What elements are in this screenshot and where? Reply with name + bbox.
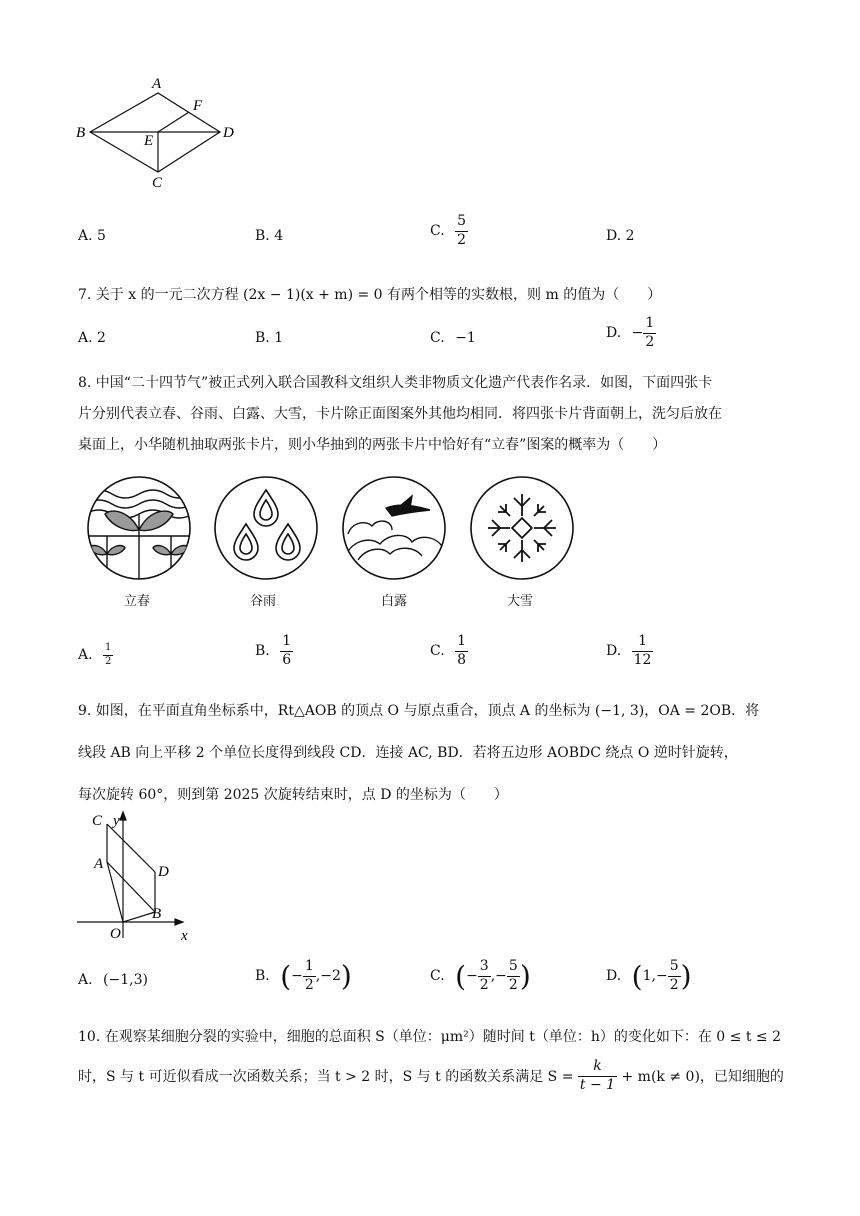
card-daxue-label: 大雪: [507, 593, 534, 608]
q6-option-c: C. $\frac{5}{2}$: [430, 213, 467, 248]
card-bailu-image: [340, 474, 448, 582]
q8-stem-line2: 片分别代表立春、谷雨、白露、大雪，卡片除正面图案外其他均相同．将四张卡片背面朝上，洗匀后放在: [78, 406, 722, 422]
q10-stem-line2: 时，S 与 t 可近似看成一次函数关系；当 t > 2 时，S 与 t 的函数关系满足 S = $\frac{k}{t - 1}$ + m(k ≠ 0)，已知细胞的: [78, 1058, 784, 1093]
card-guyu-image: [212, 474, 320, 582]
q9-stem-line3: 每次旋转 60°，则到第 2025 次旋转结束时，点 D 的坐标为（ ）: [78, 787, 508, 803]
q9-option-d: D. (1,− $\frac{5}{2}$ ): [606, 958, 692, 993]
q9-option-c: C. (− $\frac{3}{2}$ ,− $\frac{5}{2}$ ): [430, 958, 531, 993]
q9-option-b: B. (− $\frac{1}{2}$ ,−2): [255, 958, 352, 993]
q8-option-a: A. $\frac{1}{2}$: [78, 642, 112, 667]
q10-stem-line1: 10. 在观察某细胞分裂的实验中，细胞的总面积 S（单位：μm²）随时间 t（单位：h）的变化如下：在 0 ≤ t ≤ 2: [78, 1029, 781, 1045]
q8-option-c: C. $\frac{1}{8}$: [430, 633, 467, 668]
label-b: B: [76, 125, 86, 141]
q7-option-d: D. − $\frac{1}{2}$: [606, 315, 655, 350]
q7-option-a: A. 2: [78, 330, 106, 346]
card-lichun-label: 立春: [124, 593, 151, 608]
rhombus-figure: [70, 70, 250, 195]
q7-stem: 7. 关于 x 的一元二次方程 (2x − 1)(x + m) = 0 有两个相等的实数根，则 m 的值为（ ）: [78, 287, 662, 303]
q7-option-c: C. −1: [430, 330, 476, 346]
fig9-label-b: B: [152, 906, 162, 922]
q7-option-b: B. 1: [255, 330, 284, 346]
label-c: C: [152, 175, 163, 191]
label-d: D: [223, 125, 234, 141]
label-e: E: [144, 133, 154, 149]
fig9-label-y: y: [113, 813, 120, 829]
fig9-label-x: x: [181, 928, 188, 943]
coordinate-figure: [75, 808, 200, 943]
label-a: A: [152, 76, 162, 92]
q8-option-b: B. $\frac{1}{6}$: [255, 633, 292, 668]
card-lichun-image: [85, 474, 193, 582]
q9-stem-line2: 线段 AB 向上平移 2 个单位长度得到线段 CD．连接 AC, BD．若将五边形 AOBDC 绕点 O 逆时针旋转，: [78, 745, 738, 761]
card-daxue-image: [468, 474, 576, 582]
q6-option-b: B. 4: [255, 228, 284, 244]
fig9-label-d: D: [158, 864, 169, 880]
fig9-label-o: O: [110, 926, 121, 942]
q9-option-a: A. (−1,3): [78, 972, 148, 988]
fig9-label-a: A: [94, 856, 104, 872]
q8-option-d: D. $\frac{1}{12}$: [606, 633, 652, 668]
label-f: F: [193, 98, 203, 114]
card-guyu-label: 谷雨: [250, 593, 277, 608]
q6-option-a: A. 5: [78, 228, 106, 244]
q8-stem-line1: 8. 中国“二十四节气”被正式列入联合国教科文组织人类非物质文化遗产代表作名录．如图，下面四张卡: [78, 375, 713, 391]
q6-option-d: D. 2: [606, 228, 635, 244]
q8-stem-line3: 桌面上，小华随机抽取两张卡片，则小华抽到的两张卡片中恰好有“立春”图案的概率为（ ）: [78, 437, 667, 453]
q9-stem-line1: 9. 如图，在平面直角坐标系中，Rt△AOB 的顶点 O 与原点重合，顶点 A 的坐标为 (−1, 3)，OA = 2OB．将: [78, 703, 760, 719]
card-bailu-label: 白露: [381, 593, 408, 608]
fig9-label-c: C: [92, 813, 103, 829]
